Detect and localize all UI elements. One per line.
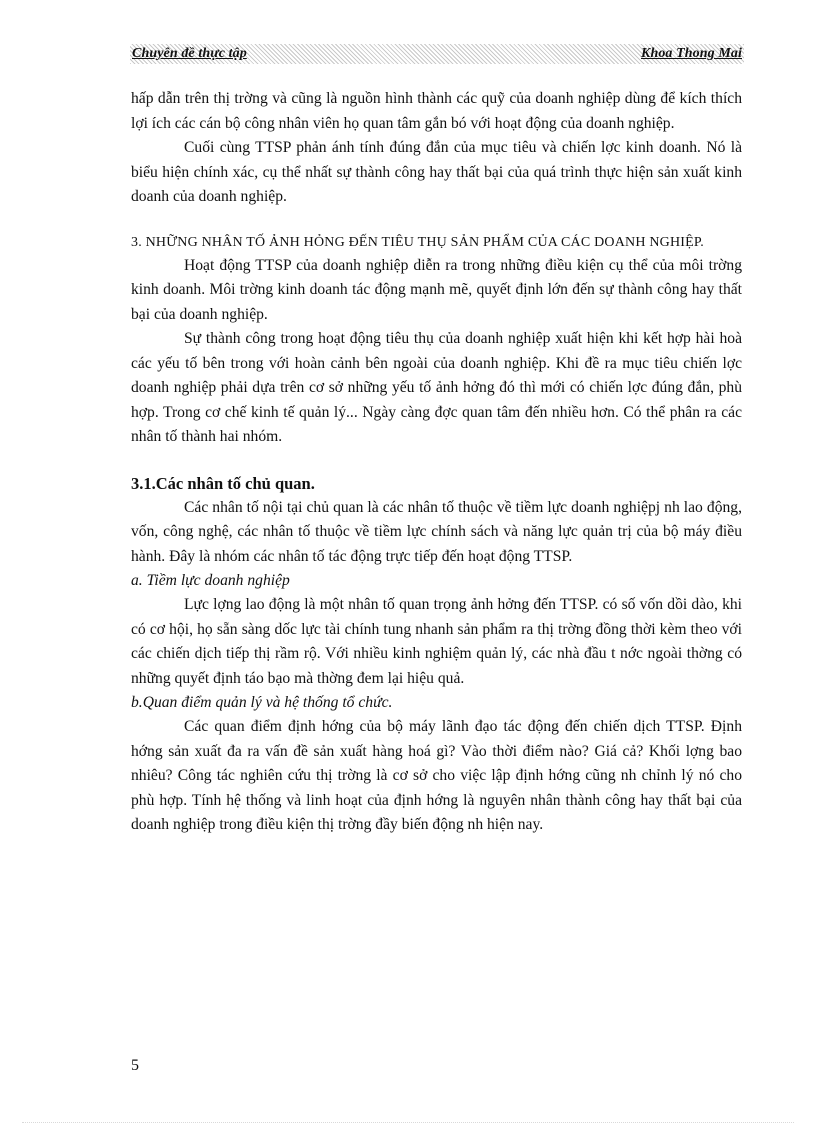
paragraph-2: Cuối cùng TTSP phản ánh tính đúng đắn của mục tiêu và chiến lợc kinh doanh. Nó là biểu hiện chính xác, cụ thể nhất sự thành công hay thất bại của quá trình thực hiện sản xuất kinh doanh của doanh nghiệp. bbox=[131, 139, 742, 205]
heading-a: a. Tiềm lực doanh nghiệp bbox=[131, 572, 290, 589]
paragraph-6: Lực lợng lao động là một nhân tố quan trọng ảnh hởng đến TTSP. có số vốn dồi dào, khi có cơ hội, họ sẵn sàng dốc lực tài chính tung nhanh sản phẩm ra thị trờng đồng thời kèm theo với các chiến dịch tiếp thị rầm rộ. Với nhiều kinh nghiệm quản lý, các nhà đầu t nớc ngoài thờng có những quyết định táo bạo mà thờng đem lại hiệu quả. bbox=[131, 596, 742, 687]
header-right-title: Khoa Thong Mai bbox=[641, 46, 742, 61]
paragraph-4: Sự thành công trong hoạt động tiêu thụ của doanh nghiệp xuất hiện khi kết hợp hài hoà các yếu tố bên trong với hoàn cảnh bên ngoài của doanh nghiệp. Khi đề ra mục tiêu chiến lợc doanh nghiệp phải dựa trên cơ sở những yếu tố ảnh hởng đó thì mới có chiến lợc đúng đắn, phù hợp. Trong cơ chế kinh tế quản lý... Ngày càng đợc quan tâm đến nhiều hơn. Có thể phân ra các nhân tố thành hai nhóm. bbox=[131, 330, 742, 445]
document-body bbox=[131, 87, 742, 838]
section-3-heading: 3. NHỮNG NHÂN TỐ ẢNH HỎNG ĐẾN TIÊU THỤ SẢN PHẨM CỦA CÁC DOANH NGHIỆP. bbox=[131, 234, 705, 250]
paragraph-7: Các quan điểm định hớng của bộ máy lãnh đạo tác động đến chiến dịch TTSP. Định hớng sản xuất đa ra vấn đề sản xuất hàng hoá gì? Vào thời điểm nào? Giá cả? Khối lợng bao nhiêu? Công tác nghiên cứu thị trờng là cơ sở cho việc lập định hớng cũng nh chỉnh lý nó cho phù hợp. Tính hệ thống và linh hoạt của định hớng là nguyên nhân thành công hay thất bại của doanh nghiệp trong điều kiện thị trờng đầy biến động nh hiện nay. bbox=[131, 718, 742, 833]
page-number: 5 bbox=[131, 1057, 139, 1074]
paragraph-5: Các nhân tố nội tại chủ quan là các nhân tố thuộc về tiềm lực doanh nghiệpj nh lao động, vốn, công nghệ, các nhân tố thuộc về tiềm lực chính sách và năng lực quản trị của bộ máy điều hành. Đây là nhóm các nhân tố tác động trực tiếp đến hoạt động TTSP. bbox=[131, 498, 742, 565]
paragraph-3: Hoạt động TTSP của doanh nghiệp diễn ra trong những điều kiện cụ thể của môi trờng kinh doanh. Môi trờng kinh doanh tác động mạnh mẽ, quyết định lớn đến sự thành công hay thất bại của doanh nghiệp. bbox=[131, 256, 742, 323]
heading-b: b.Quan điểm quản lý và hệ thống tổ chức. bbox=[131, 694, 393, 711]
header-left-title: Chuyên đề thực tập bbox=[132, 46, 247, 61]
section-3-1-heading: 3.1.Các nhân tố chủ quan. bbox=[131, 473, 315, 493]
page-header bbox=[130, 44, 744, 64]
paragraph-1: hấp dẫn trên thị trờng và cũng là nguồn hình thành các quỹ của doanh nghiệp dùng để kích thích lợi ích các cán bộ công nhân viên họ quan tâm gắn bó với hoạt động của doanh nghiệp. bbox=[131, 90, 742, 132]
